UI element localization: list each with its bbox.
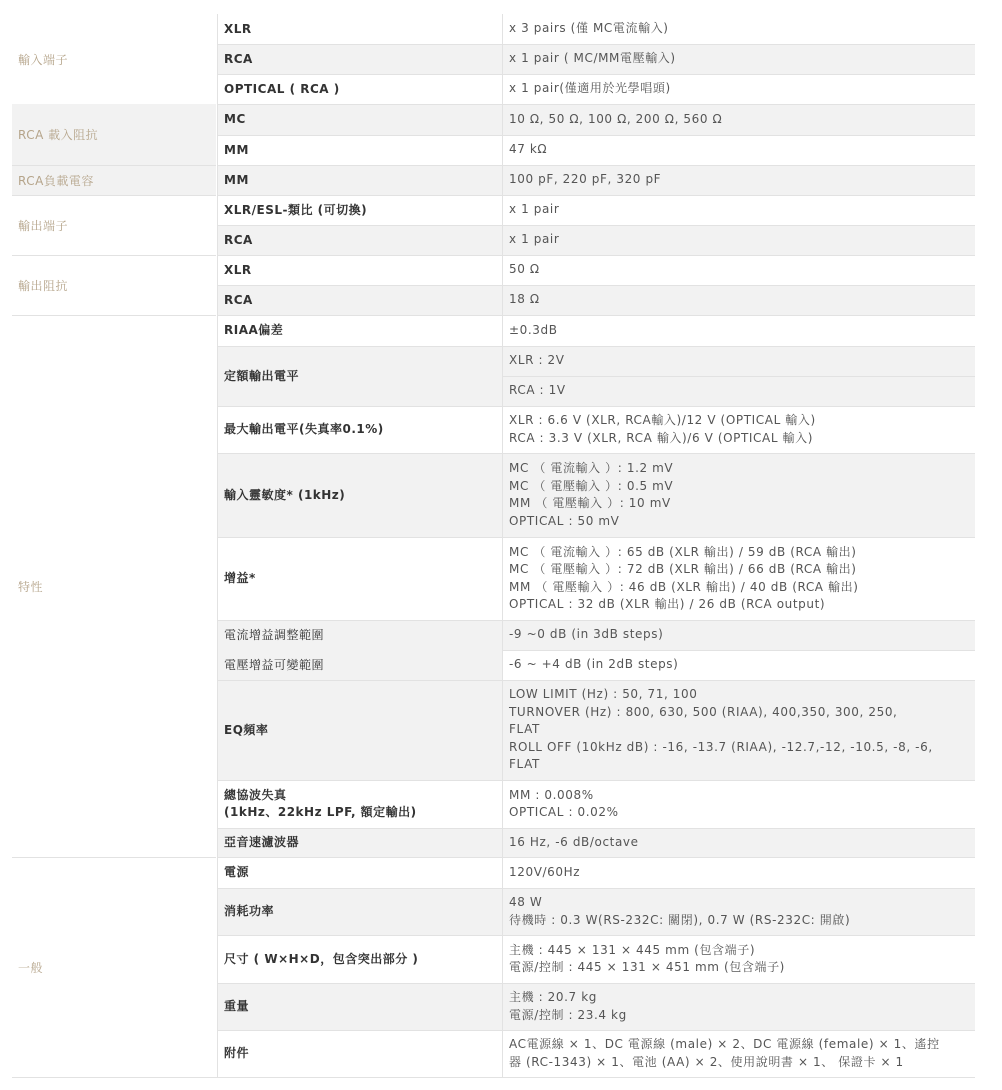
value-rca-input (503, 44, 975, 74)
value-rca-output (503, 225, 975, 255)
value-line: 電源/控制 : 23.4 kg (509, 1007, 627, 1022)
value-line: LOW LIMIT (Hz) : 50, 71, 100 (509, 687, 698, 702)
value-text: 18 Ω (509, 292, 540, 307)
row-divider (218, 537, 975, 538)
value-line: 待機時 : 0.3 W(RS-232C: 關閉), 0.7 W (RS-232C: 開啟) (509, 912, 851, 927)
label-accessories: 附件 (218, 1030, 502, 1077)
value-text: 47 kΩ (509, 142, 548, 157)
row-divider (218, 135, 975, 136)
value-text: 16 Hz, -6 dB/octave (509, 834, 639, 849)
value-line: TURNOVER (Hz) : 800, 630, 500 (RIAA), 400,350, 300, 250, (509, 704, 898, 719)
row-divider (218, 285, 975, 286)
row-divider (218, 680, 975, 681)
value-max-output (503, 406, 975, 453)
value-text: 10 Ω, 50 Ω, 100 Ω, 200 Ω, 560 Ω (509, 111, 723, 126)
value-thd (503, 780, 975, 828)
value-line: RCA : 3.3 V (XLR, RCA 輸入)/6 V (OPTICAL 輸入) (509, 430, 814, 445)
label-gain: 增益* (218, 537, 502, 620)
value-text: x 1 pair (509, 202, 560, 217)
value-line: FLAT (509, 722, 540, 737)
row-divider (218, 828, 975, 829)
value-line: OPTICAL : 50 mV (509, 513, 620, 528)
label-current-gain-range: 電流增益調整範圍 (218, 620, 502, 650)
row-divider (218, 225, 975, 226)
label-input-sensitivity: 輸入靈敏度* (1kHz) (218, 453, 502, 537)
value-subsonic-filter (503, 828, 975, 857)
row-divider (503, 376, 975, 377)
label-eq-frequency: EQ頻率 (218, 680, 502, 780)
row-divider (218, 453, 975, 454)
value-text: XLR : 2V (509, 353, 565, 368)
value-line: MC （ 電流輸入 ）: 65 dB (XLR 輸出) / 59 dB (RCA 輸出) (509, 544, 857, 559)
label-xlr-output-impedance: XLR (218, 255, 502, 285)
value-text: -9 ~0 dB (in 3dB steps) (509, 627, 664, 642)
value-line: MM （ 電壓輸入 ）: 46 dB (XLR 輸出) / 40 dB (RCA 輸出) (509, 579, 859, 594)
label-power: 電源 (218, 857, 502, 888)
value-mm-capacitance (503, 165, 975, 195)
column-divider-left (217, 14, 218, 1077)
value-line: MM （ 電壓輸入 ）: 10 mV (509, 496, 671, 510)
row-divider (218, 888, 975, 889)
value-text: x 1 pair (509, 232, 560, 247)
value-line: 48 W (509, 895, 543, 909)
value-rated-output-rca (503, 376, 975, 406)
value-text: x 1 pair ( MC/MM電壓輸入) (509, 51, 676, 66)
label-line: 總協波失真 (224, 788, 287, 802)
label-line: (1kHz、22kHz LPF, 額定輸出) (224, 805, 417, 819)
label-dimensions: 尺寸 ( W×H×D，包含突出部分 ) (218, 935, 502, 983)
category-output-terminals: 輸出端子 (12, 195, 216, 255)
value-line: MC （ 電流輸入 ）: 1.2 mV (509, 461, 674, 475)
label-voltage-gain-range: 電壓增益可變範圍 (218, 650, 502, 680)
row-divider (218, 1030, 975, 1031)
label-max-output: 最大輸出電平(失真率0.1%) (218, 406, 502, 453)
value-line: MC （ 電壓輸入 ）: 0.5 mV (509, 478, 674, 493)
value-input-sensitivity (503, 453, 975, 537)
value-text: x 3 pairs (僅 MC電流輸入) (509, 21, 669, 36)
value-accessories (503, 1030, 975, 1077)
value-line: MC （ 電壓輸入 ）: 72 dB (XLR 輸出) / 66 dB (RCA 輸出) (509, 562, 857, 576)
value-power (503, 857, 975, 888)
label-rca-output: RCA (218, 225, 502, 255)
label-thd (218, 780, 502, 828)
label-weight: 重量 (218, 983, 502, 1030)
value-rated-output-xlr (503, 346, 975, 376)
value-text: RCA : 1V (509, 383, 566, 398)
label-xlr-input: XLR (218, 14, 502, 44)
category-output-impedance: 輸出阻抗 (12, 255, 216, 315)
label-rca-input: RCA (218, 44, 502, 74)
row-divider (218, 165, 975, 166)
label-optical-input: OPTICAL ( RCA ) (218, 74, 502, 104)
value-weight (503, 983, 975, 1030)
row-divider (218, 780, 975, 781)
value-line: OPTICAL : 32 dB (XLR 輸出) / 26 dB (RCA output) (509, 597, 826, 611)
label-xlr-output: XLR/ESL-類比 (可切換) (218, 195, 502, 225)
category-rca-load-capacitance: RCA負載電容 (12, 165, 216, 195)
row-divider (218, 104, 975, 105)
label-power-consumption: 消耗功率 (218, 888, 502, 935)
row-divider (218, 195, 975, 196)
value-text: 120V/60Hz (509, 864, 581, 879)
value-line: 主機 : 445 × 131 × 445 mm (包含端子) (509, 942, 756, 957)
label-mm-capacitance: MM (218, 165, 502, 195)
label-subsonic-filter: 亞音速濾波器 (218, 828, 502, 857)
value-xlr-output-impedance (503, 255, 975, 285)
row-divider (503, 650, 975, 651)
value-xlr-output (503, 195, 975, 225)
value-optical-input (503, 74, 975, 104)
row-divider (218, 74, 975, 75)
value-line: ROLL OFF (10kHz dB) : -16, -13.7 (RIAA), -12.7,-12, -10.5, -8, -6, (509, 739, 933, 754)
row-divider (218, 315, 975, 316)
value-text: 50 Ω (509, 262, 540, 277)
value-voltage-gain-range (503, 650, 975, 680)
value-mm-impedance (503, 135, 975, 165)
value-line: 主機 : 20.7 kg (509, 990, 597, 1004)
value-line: 器 (RC-1343) × 1、電池 (AA) × 2、使用說明書 × 1、 保證卡 × 1 (509, 1054, 904, 1069)
value-line: AC電源線 × 1、DC 電源線 (male) × 2、DC 電源線 (female) × 1、遙控 (509, 1037, 940, 1051)
label-rated-output: 定額輸出電平 (218, 346, 502, 406)
value-rca-output-impedance (503, 285, 975, 315)
row-divider (218, 620, 975, 621)
value-line: XLR : 6.6 V (XLR, RCA輸入)/12 V (OPTICAL 輸入) (509, 413, 816, 427)
value-xlr-input (503, 14, 975, 44)
value-text: -6 ~ +4 dB (in 2dB steps) (509, 657, 679, 672)
row-divider (218, 406, 975, 407)
label-riaa: RIAA偏差 (218, 315, 502, 346)
table-bottom-border (12, 1077, 975, 1078)
row-divider (218, 255, 975, 256)
label-mc-impedance: MC (218, 104, 502, 135)
value-power-consumption (503, 888, 975, 935)
value-line: OPTICAL : 0.02% (509, 805, 619, 819)
row-divider (218, 857, 975, 858)
row-divider (218, 983, 975, 984)
value-dimensions (503, 935, 975, 983)
value-text: 100 pF, 220 pF, 320 pF (509, 172, 662, 187)
value-gain (503, 537, 975, 620)
row-divider (218, 346, 975, 347)
value-text: ±0.3dB (509, 322, 558, 337)
category-input-terminals: 輸入端子 (12, 14, 216, 104)
value-line: MM : 0.008% (509, 787, 594, 802)
row-divider (218, 44, 975, 45)
value-current-gain-range (503, 620, 975, 650)
label-mm-impedance: MM (218, 135, 502, 165)
row-divider (218, 935, 975, 936)
value-line: FLAT (509, 757, 540, 772)
value-mc-impedance (503, 104, 975, 135)
category-general: 一般 (12, 857, 216, 1077)
value-text: x 1 pair(僅適用於光學唱頭) (509, 81, 671, 96)
label-rca-output-impedance: RCA (218, 285, 502, 315)
column-divider-right (502, 14, 503, 1077)
value-riaa (503, 315, 975, 346)
value-line: 電源/控制 : 445 × 131 × 451 mm (包含端子) (509, 960, 785, 974)
value-eq-frequency (503, 680, 975, 780)
category-characteristics: 特性 (12, 315, 216, 857)
category-rca-load-impedance: RCA 載入阻抗 (12, 104, 216, 165)
